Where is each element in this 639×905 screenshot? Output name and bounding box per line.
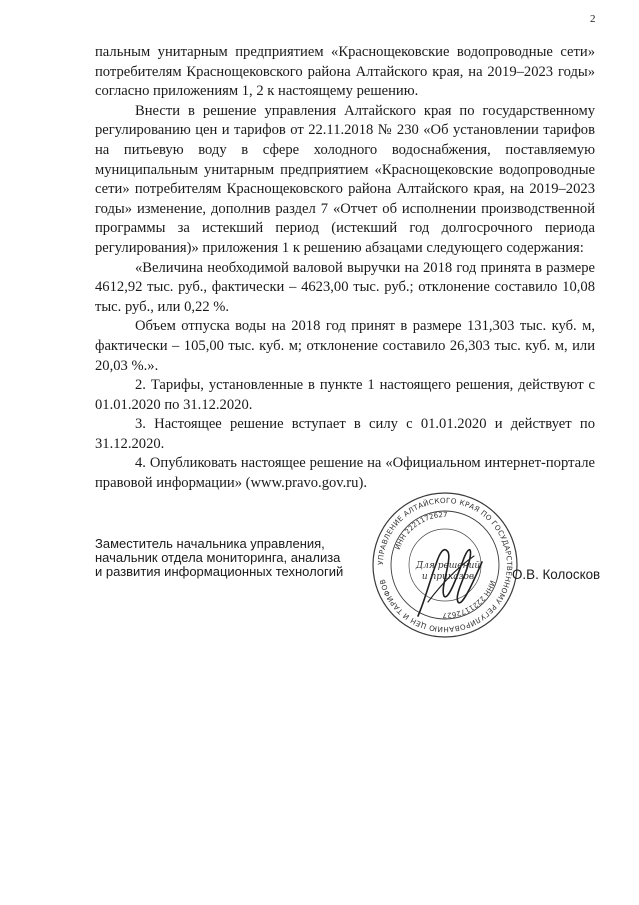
decision-text bbox=[95, 43, 595, 494]
signer-position-line: Заместитель начальника управления, bbox=[95, 536, 325, 551]
paragraph-continuation: пальным унитарным предприятием «Краснощековские водопроводные сети» потребителям Краснощековского района Алтайского края, на 2019–2023 годы» согласно приложениям 1, 2 к настоящему решению. bbox=[95, 44, 595, 100]
signer-name: О.В. Колосков bbox=[512, 567, 601, 582]
paragraph-item-2: 2. Тарифы, установленные в пункте 1 настоящего решения, действуют с 01.01.2020 по 31.12.2020. bbox=[95, 377, 595, 413]
stamp-center-text-2: и приказов bbox=[421, 572, 475, 582]
signer-position bbox=[95, 537, 395, 579]
page-number: 2 bbox=[590, 13, 596, 25]
official-stamp bbox=[370, 490, 520, 640]
signer-position-line: начальник отдела мониторинга, анализа bbox=[95, 550, 341, 565]
paragraph-water-volume: Объем отпуска воды на 2018 год принят в размере 131,303 тыс. куб. м, фактически – 105,00 тыс. куб. м; отклонение составило 26,303 тыс. куб. м, или 20,03 %.». bbox=[95, 318, 595, 374]
stamp-center-text-1: Для решений bbox=[415, 561, 481, 571]
paragraph-revenue: «Величина необходимой валовой выручки на 2018 год принята в размере 4612,92 тыс. руб., фактически – 4623,00 тыс. руб.; отклонение составило 10,08 тыс. руб., или 0,22 %. bbox=[95, 259, 595, 315]
stamp-inn-text-lower: ИНН 2221172627 bbox=[393, 510, 448, 551]
stamp-inn-text: ИНН 2221172627 bbox=[442, 579, 497, 620]
stamp-ring-text: УПРАВЛЕНИЕ АЛТАЙСКОГО КРАЯ ПО ГОСУДАРСТВЕННОМУ РЕГУЛИРОВАНИЮ ЦЕН И ТАРИФОВ bbox=[375, 495, 515, 635]
signer-position-line: и развития информационных технологий bbox=[95, 564, 344, 579]
paragraph-item-3: 3. Настоящее решение вступает в силу с 01.01.2020 и действует по 31.12.2020. bbox=[95, 416, 595, 452]
paragraph-amendment: Внести в решение управления Алтайского края по государственному регулированию цен и тарифов от 22.11.2018 № 230 «Об установлении тарифов на питьевую воду в сфере холодного водоснабжения, поставляемую муниципальным унитарным предприятием «Краснощековские водопроводные сети» потребителям Краснощековского района Алтайского края, на 2019–2023 годы» изменение, дополнив раздел 7 «Отчет об исполнении производственной программы за истекший период (истекший год долгосрочного периода регулирования)» приложения 1 к решению абзацами следующего содержания: bbox=[95, 102, 595, 256]
paragraph-item-4: 4. Опубликовать настоящее решение на «Официальном интернет-портале правовой информации» (www.pravo.gov.ru). bbox=[95, 455, 595, 492]
